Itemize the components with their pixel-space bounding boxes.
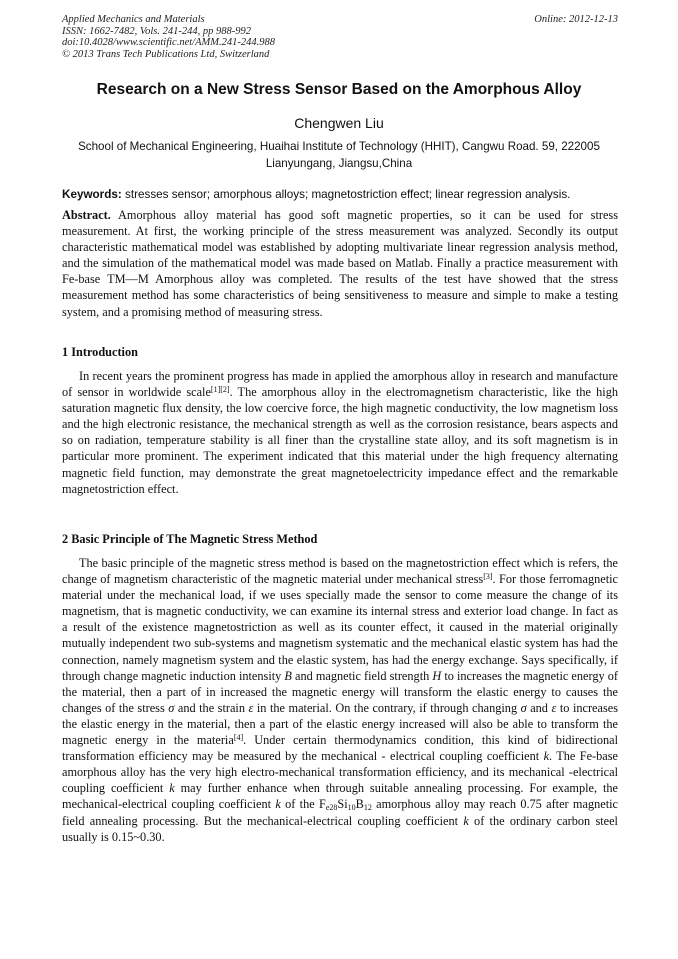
basic-principle-paragraph [62,555,618,845]
paragraph-text: and magnetic field strength [291,668,433,683]
paragraph-text: . For those ferromagnetic material under the mechanical load, if we uses specially made the sensor to come measure the change of its magnetism, that is magnetic conductivity, we can examine its internal stress and exterior load change. In fact as a result of the existence magnetostriction as well as its counter effect, it caused in the material originally mutually independent two sub-systems and magnetism systematic and the mechanical elastic system has had the connection, namely magnetism system and the elastic system, has had the energy exchange. Says specifically, if through change magnetic induction intensity [62,572,618,683]
keywords-label: Keywords: [62,188,122,201]
intro-text: In recent years the prominent progress has made in applied the amorphous alloy in research and manufacture of sensor in worldwide scale [62,369,618,400]
introduction-paragraph [62,368,618,497]
paragraph-text: to increases the elastic energy in the material, then a part of the elastic energy increased will also be able to transform the magnetic energy in the materia [62,700,619,748]
formula-subscript: 10 [347,803,356,813]
formula-element: B [355,797,364,812]
paragraph-text: The basic principle of the magnetic stress method is based on the magnetostriction effect which is refers, the change of magnetism characteristic of the magnetic material under mechanical stress [62,556,618,587]
paragraph-text: may further enhance when through suitable annealing processing. For example, the mechanical-electrical coupling coefficient [62,781,619,812]
paragraph-text: amorphous alloy may reach 0.75 after magnetic field annealing processing. But the mechanical-electrical coupling coefficient [62,797,619,828]
paragraph-text: . Under certain thermodynamics condition, this kind of bidirectional transformation efficiency may be measured by the mechanical - electrical coupling coefficient [62,733,618,764]
symbol-sigma: σ [520,700,527,715]
paragraph-text: and [526,700,552,715]
paper-title: Research on a New Stress Sensor Based on the Amorphous Alloy [96,81,582,98]
symbol-k: k [543,749,550,764]
paragraph-text: in the material. On the contrary, if through changing [253,700,521,715]
online-date: Online: 2012-12-13 [534,14,618,25]
formula-element: Si [337,797,348,812]
section-heading-basic-principle: 2 Basic Principle of The Magnetic Stress Method [62,532,318,546]
abstract-label: Abstract. [62,208,111,222]
intro-text-cont: . The amorphous alloy in the electromagnetism characteristic, like the high saturation magnetic flux density, the low coercive force, the high magnetic conductivity, the low magnetism loss and the high electronic resistance, the mechanical strength as well as the corrosion resistance, bears aspects and so on radiation, temperature stability is all finer than the crystalline state alloy, and its soft magnetism is in particular more prominent. The experiment indicated that this material under the high frequency alternating magnetic field function, may demonstrate the great magnetoelectricity impedance effect and the remarkable magnetostriction effect. [62,385,618,496]
paragraph-text: . The Fe-base amorphous alloy has the very high electro-mechanical transformation efficiency, and its mechanical -electrical coupling coefficient [62,749,618,796]
citation-4: [4] [233,733,244,743]
citation-1-2: [1][2] [210,385,230,395]
paragraph-text: to increases the magnetic energy of the material, then a part of in increased the magnetic energy will transform the elastic energy to causes the changes of the stress [62,668,618,715]
doi-line: doi:10.4028/www.scientific.net/AMM.241-244.988 [62,37,275,48]
formula-element: F [318,797,326,812]
formula-subscript: 12 [363,803,372,813]
keywords-line [62,188,618,201]
symbol-epsilon: ε [248,700,254,715]
symbol-sigma: σ [168,700,175,715]
formula-subscript: e28 [325,803,338,813]
symbol-k: k [463,813,469,828]
issn-line: ISSN: 1662-7482, Vols. 241-244, pp 988-992 [62,25,251,37]
author-affiliation: School of Mechanical Engineering, Huaihai Institute of Technology (HHIT), Cangwu Road. 59, 222005 Lianyungang, Jiangsu,China [78,140,600,170]
paragraph-text: of the ordinary carbon steel usually is 0.15~0.30. [62,813,618,844]
citation-3: [3] [483,572,493,582]
author-name: Chengwen Liu [294,115,384,131]
keywords-text: stresses sensor; amorphous alloys; magnetostriction effect; linear regression analysis. [121,188,571,201]
copyright-line: © 2013 Trans Tech Publications Ltd, Switzerland [62,48,270,60]
symbol-k: k [169,781,175,796]
symbol-k: k [275,797,281,812]
section-heading-introduction: 1 Introduction [62,345,138,359]
chemical-formula [319,797,372,811]
symbol-H: H [432,668,442,683]
journal-name: Applied Mechanics and Materials [62,14,205,25]
journal-header [62,14,618,60]
abstract-text: Amorphous alloy material has good soft magnetic properties, so it can be used for stress measurement. At first, the working principle of the stress measurement was analyzed. Secondly its output characteristic mathematical model was established by adopting multivariate linear regression analysis method, and the simulation of the mathematical model was made based on Matlab. Finally a practice measurement with Fe-base TM—M Amorphous alloy was completed. The results of the test have showed that the stress measurement method has some characteristics of being sensitiveness to measure and simple to make a testing system, and a promising method of measuring stress. [62,208,618,319]
symbol-B: B [284,668,292,683]
abstract-paragraph [62,207,618,320]
paragraph-text: and the strain [174,700,249,715]
paragraph-text: of the [280,797,319,812]
symbol-epsilon: ε [551,700,557,715]
